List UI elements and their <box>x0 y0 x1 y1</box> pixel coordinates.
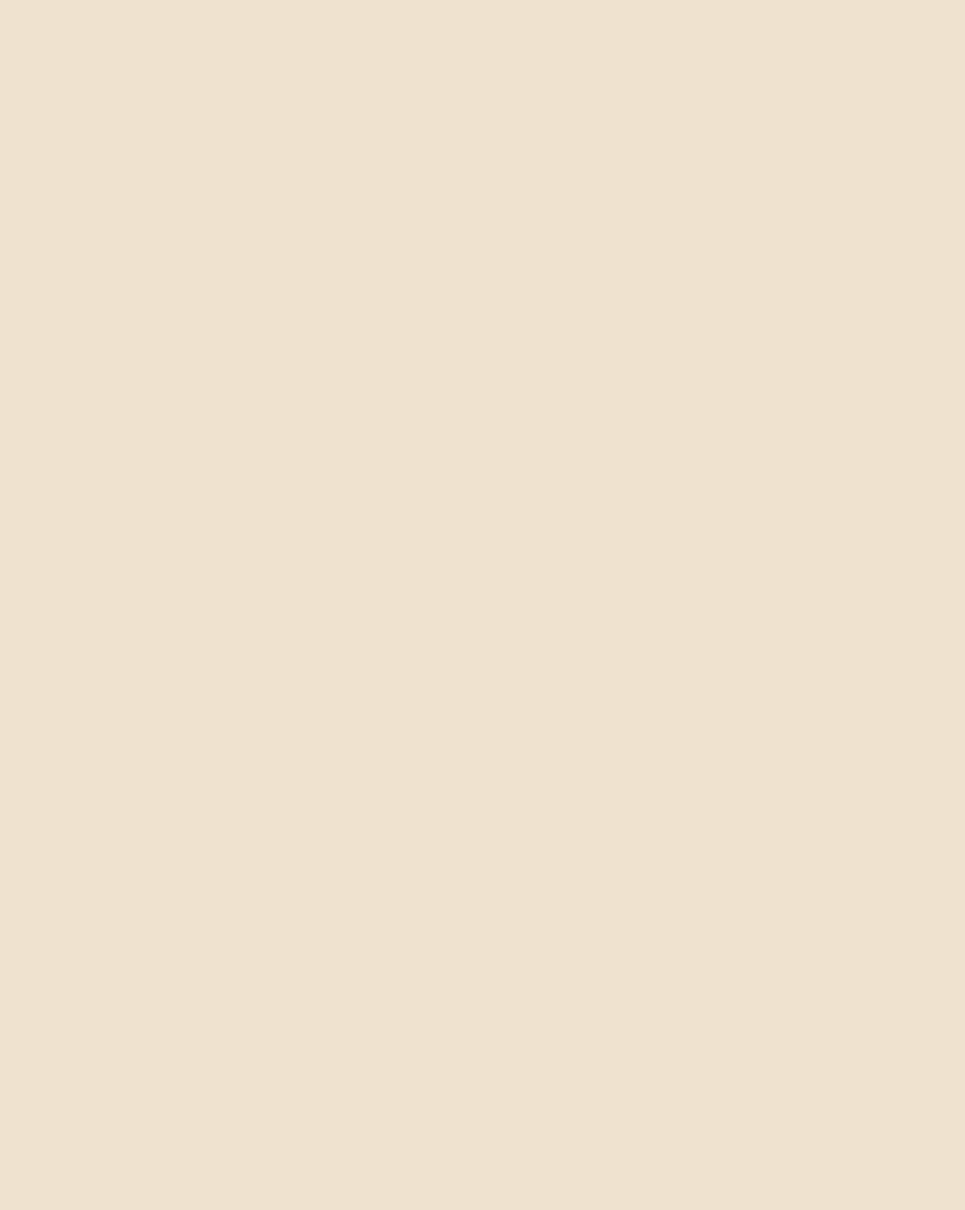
text-column-3 <box>642 60 897 72</box>
text-column-2 <box>364 60 619 69</box>
gap-chart <box>88 940 888 1150</box>
speed-chart-svg <box>88 618 888 923</box>
text-column-1 <box>82 60 337 72</box>
gap-chart-svg <box>88 940 888 1150</box>
speed-chart <box>88 618 888 923</box>
